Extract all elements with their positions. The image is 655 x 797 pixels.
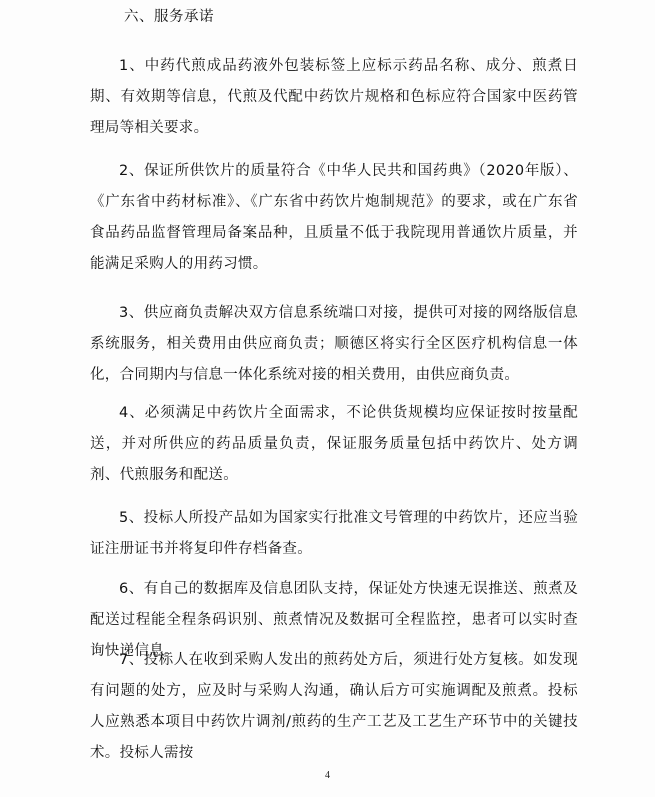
paragraph-4: 4、必须满足中药饮片全面需求，不论供货规模均应保证按时按量配送，并对所供应的药品质量负责，保证服务质量包括中药饮片、处方调剂、代煎服务和配送。 <box>90 404 578 483</box>
paragraph-3: 3、供应商负责解决双方信息系统端口对接，提供可对接的网络版信息系统服务，相关费用由供应商负责；顺德区将实行全区医疗机构信息一体化，合同期内与信息一体化系统对接的相关费用，由供应商负责。 <box>90 304 578 383</box>
paragraph-2: 2、保证所供饮片的质量符合《中华人民共和国药典》（2020年版）、《广东省中药材标准》、《广东省中药饮片炮制规范》的要求，或在广东省食品药品监督管理局备案品种，且质量不低于我院现用普通饮片质量，并能满足采购人的用药习惯。 <box>90 162 578 272</box>
section-heading: 六、服务承诺 <box>124 9 214 25</box>
paragraph-6: 6、有自己的数据库及信息团队支持，保证处方快速无误推送、煎煮及配送过程能全程条码识别、煎煮情况及数据可全程监控，患者可以实时查询快递信息。 <box>90 580 578 659</box>
paragraph-5: 5、投标人所投产品如为国家实行批准文号管理的中药饮片，还应当验证注册证书并将复印件存档备查。 <box>90 509 578 557</box>
paragraph-7: 7、投标人在收到采购人发出的煎药处方后，须进行处方复核。如发现有问题的处方，应及时与采购人沟通，确认后方可实施调配及煎煮。投标人应熟悉本项目中药饮片调剂/煎药的生产工艺及工艺生产环节中的关键技术。投标人需按 <box>90 651 578 761</box>
page-number: 4 <box>325 770 330 781</box>
paragraph-1: 1、中药代煎成品药液外包装标签上应标示药品名称、成分、煎煮日期、有效期等信息，代煎及代配中药饮片规格和色标应符合国家中医药管理局等相关要求。 <box>90 57 578 136</box>
